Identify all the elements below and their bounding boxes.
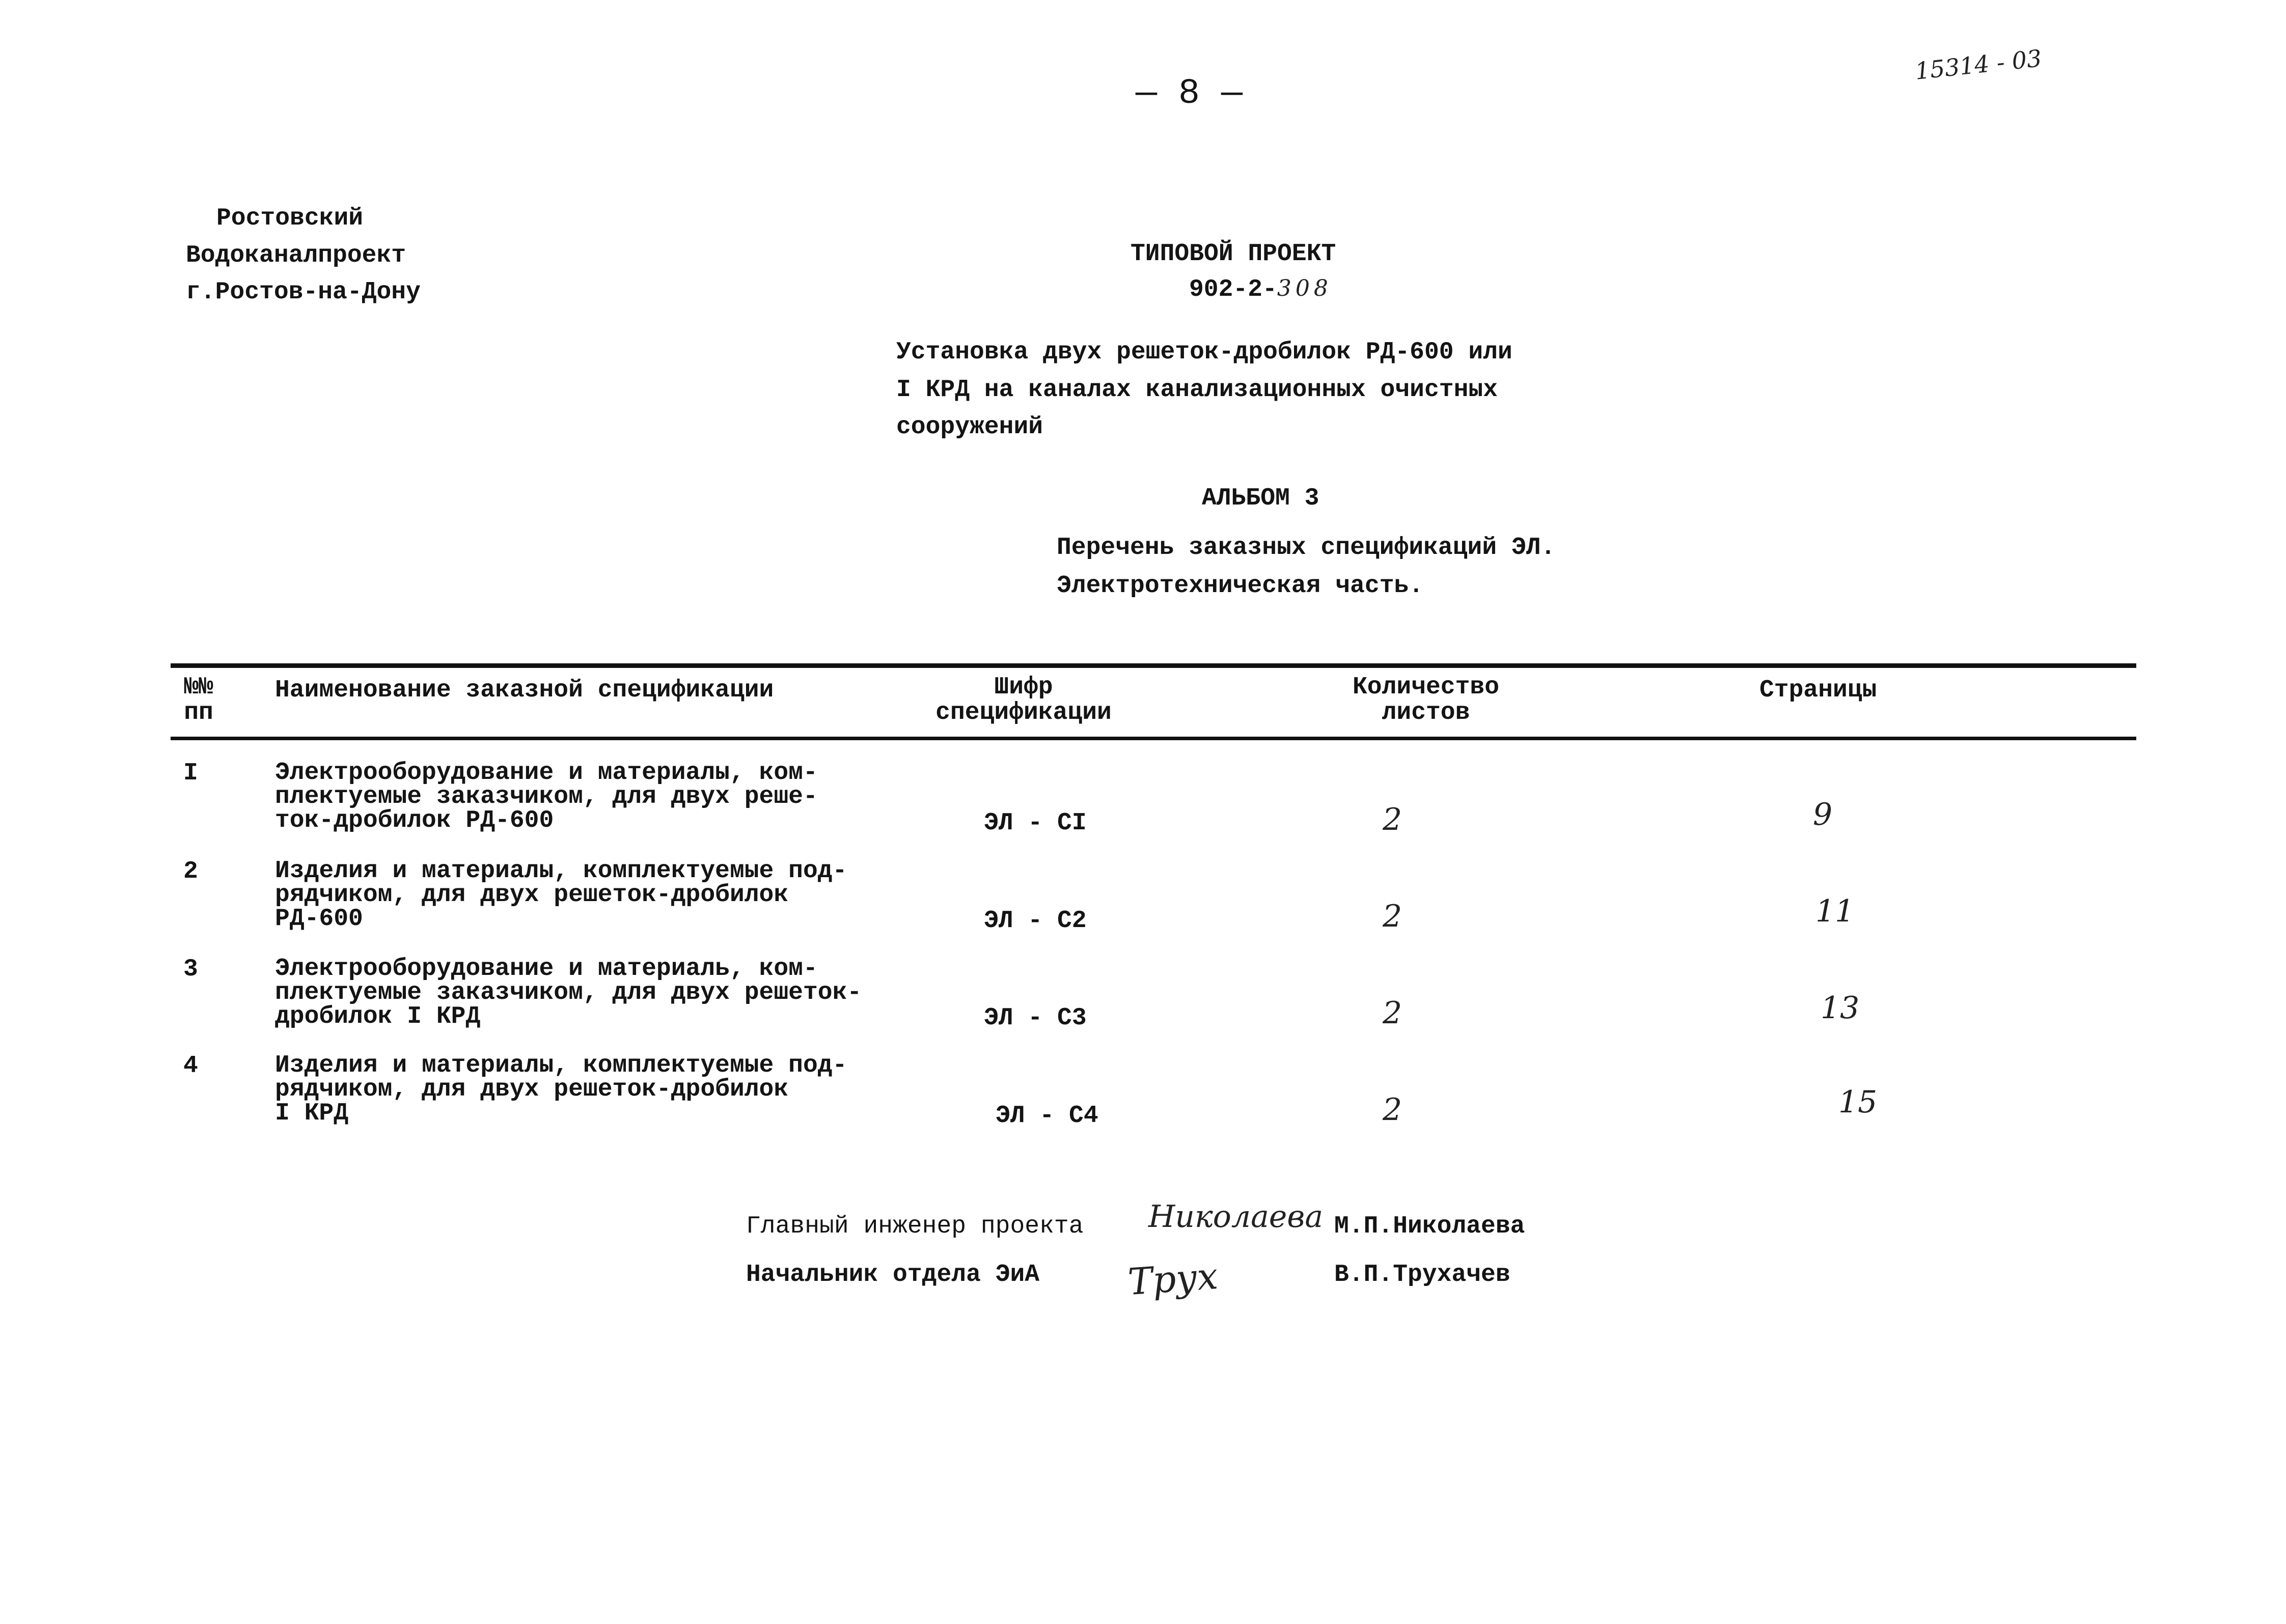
row-name-line: плектуемые заказчиком, для двух реше- — [275, 783, 818, 810]
row-page: 13 — [1821, 990, 1860, 1026]
row-name-line: рядчиком, для двух решеток-дробилок — [275, 1076, 789, 1103]
dept-head-name: В.П.Трухачев — [1334, 1261, 1510, 1289]
row-code: ЭЛ - CI — [984, 809, 1087, 837]
chief-engineer-signature: Николаева — [1148, 1199, 1324, 1235]
row-name-line: ток-дробилок РД-600 — [275, 807, 554, 834]
chief-engineer-label: Главный инженер проекта — [746, 1213, 1084, 1240]
project-title-line-3: сооружений — [896, 413, 1043, 441]
project-title-line-2: I КРД на каналах канализационных очистных — [896, 376, 1498, 404]
organization-line-1: Ростовский — [216, 205, 364, 232]
row-page: 9 — [1813, 797, 1833, 832]
header-pages: Страницы — [1759, 677, 1877, 704]
stamp-number: 15314 - 03 — [1913, 44, 2043, 85]
row-name-line: Изделия и материалы, комплектуемые под- — [275, 857, 847, 885]
row-page: 15 — [1838, 1084, 1878, 1120]
row-sheets: 2 — [1383, 1092, 1402, 1128]
project-label: ТИПОВОЙ ПРОЕКТ — [1131, 240, 1336, 268]
row-name-line: Изделия и материалы, комплектуемые под- — [275, 1052, 847, 1079]
row-name-line: дробилок I КРД — [275, 1003, 481, 1030]
row-sheets: 2 — [1383, 899, 1402, 934]
header-sheets-line-1: Количество — [1352, 674, 1500, 701]
row-number: 3 — [183, 956, 198, 983]
album-label: АЛЬБОМ 3 — [1202, 485, 1319, 512]
row-name-line: рядчиком, для двух решеток-дробилок — [275, 881, 789, 909]
album-subtitle-line-2: Электротехническая часть. — [1057, 572, 1424, 600]
row-code: ЭЛ - C4 — [996, 1102, 1098, 1130]
row-sheets: 2 — [1383, 995, 1402, 1031]
dept-head-label: Начальник отдела ЭиА — [746, 1261, 1040, 1289]
row-name-line: РД-600 — [275, 905, 363, 933]
dept-head-signature: Трух — [1126, 1254, 1220, 1304]
organization-line-3: г.Ростов-на-Дону — [186, 278, 421, 306]
project-number-printed: 902-2- — [1189, 276, 1277, 303]
header-code — [927, 675, 1120, 725]
header-sheets-line-2: листов — [1382, 699, 1470, 726]
row-name — [275, 761, 818, 833]
project-number — [1189, 277, 1332, 302]
row-name — [275, 1054, 847, 1126]
header-number-line-2: пп — [184, 699, 213, 726]
row-name-line: Электрооборудование и материалы, ком- — [275, 759, 818, 787]
row-number: 2 — [183, 858, 198, 885]
row-name-line: Электрооборудование и материаль, ком- — [275, 955, 818, 983]
table-top-rule — [171, 663, 2136, 668]
row-name — [275, 859, 847, 931]
row-sheets: 2 — [1383, 802, 1402, 837]
project-number-handwritten: 308 — [1277, 275, 1332, 301]
header-code-line-1: Шифр — [994, 674, 1053, 701]
header-code-line-2: спецификации — [935, 699, 1112, 726]
header-sheets — [1319, 675, 1533, 725]
row-number: I — [183, 760, 198, 787]
chief-engineer-name: М.П.Николаева — [1334, 1213, 1525, 1240]
page-number: — 8 — — [1136, 74, 1243, 114]
row-number: 4 — [183, 1052, 198, 1080]
header-name: Наименование заказной спецификации — [275, 677, 774, 704]
table-header-rule — [171, 737, 2136, 740]
row-page: 11 — [1815, 893, 1855, 929]
header-number-line-1: №№ — [184, 674, 213, 701]
project-title-line-1: Установка двух решеток-дробилок РД-600 или — [896, 339, 1512, 366]
row-code: ЭЛ - C2 — [984, 907, 1087, 935]
row-name-line: плектуемые заказчиком, для двух решеток- — [275, 979, 862, 1006]
row-name — [275, 957, 862, 1029]
row-code: ЭЛ - C3 — [984, 1004, 1087, 1032]
album-subtitle-line-1: Перечень заказных спецификаций ЭЛ. — [1057, 534, 1556, 562]
row-name-line: I КРД — [275, 1100, 349, 1127]
organization-line-2: Водоканалпроект — [186, 242, 406, 269]
header-number — [181, 675, 216, 725]
